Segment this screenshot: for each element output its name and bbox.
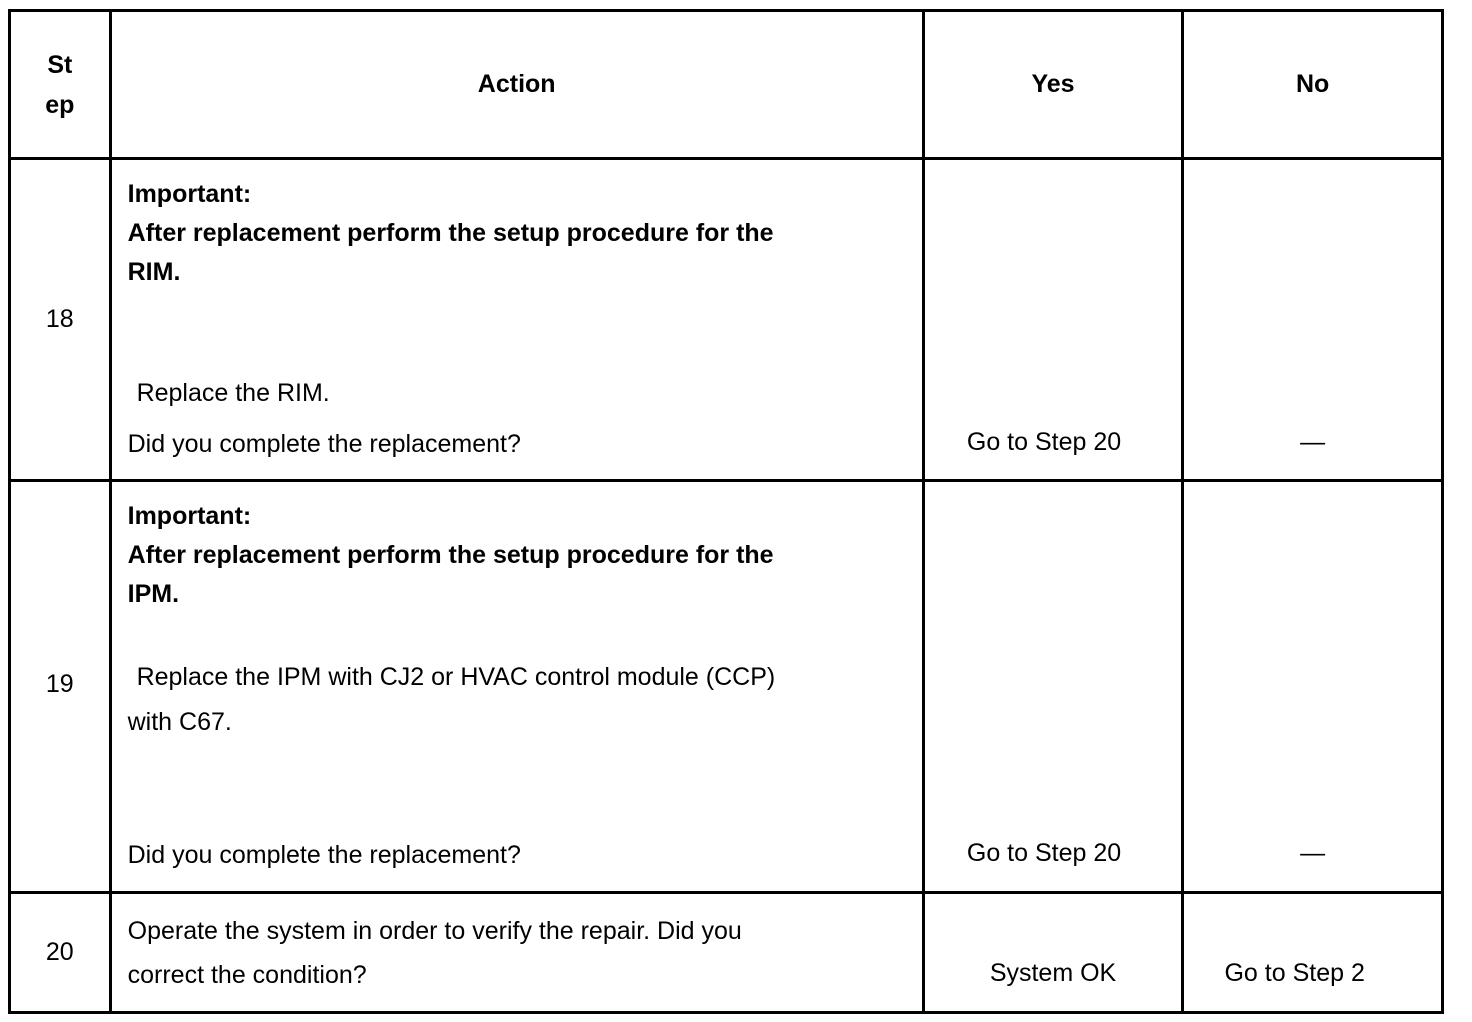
action-text: Replace the RIM. (129, 379, 330, 407)
header-no: No (1183, 11, 1443, 159)
action-cell (110, 481, 923, 893)
no-value: Go to Step 2 (1224, 959, 1365, 987)
header-action: Action (110, 11, 923, 159)
no-value: — (1300, 428, 1326, 456)
no-cell (1183, 159, 1443, 481)
table-row (10, 481, 1443, 893)
yes-value: Go to Step 20 (966, 428, 1122, 456)
important-text-line1: After replacement perform the setup procedure for the (127, 219, 774, 247)
header-step-line1: St (47, 50, 73, 79)
header-yes: Yes (923, 11, 1183, 159)
no-value: — (1300, 839, 1326, 867)
header-row (10, 11, 1443, 159)
important-label: Important: (127, 502, 252, 530)
question-text: Did you complete the replacement? (127, 841, 521, 869)
step-cell (10, 481, 111, 893)
action-text-line2: correct the condition? (127, 961, 367, 989)
important-text-line1: After replacement perform the setup procedure for the (127, 541, 774, 569)
action-text-line1: Operate the system in order to verify the repair. Did you (127, 917, 742, 945)
yes-value: Go to Step 20 (966, 839, 1122, 867)
yes-cell (923, 893, 1183, 1013)
step-number: 19 (45, 670, 74, 698)
important-text-line2: RIM. (127, 258, 181, 286)
step-number: 20 (45, 938, 74, 966)
action-text-line2: with C67. (127, 708, 232, 736)
header-step-line2: ep (45, 90, 75, 119)
action-cell (110, 159, 923, 481)
action-cell (110, 893, 923, 1013)
action-text-line1: Replace the IPM with CJ2 or HVAC control module (CCP) (129, 663, 776, 691)
yes-cell (923, 159, 1183, 481)
question-text: Did you complete the replacement? (127, 430, 521, 458)
header-step (10, 11, 111, 159)
important-label: Important: (127, 180, 252, 208)
table-row (10, 159, 1443, 481)
no-cell (1183, 893, 1443, 1013)
step-cell (10, 893, 111, 1013)
important-text-line2: IPM. (127, 580, 180, 608)
yes-cell (923, 481, 1183, 893)
yes-value: System OK (989, 959, 1117, 987)
no-cell (1183, 481, 1443, 893)
table-row (10, 893, 1443, 1013)
step-number: 18 (45, 305, 74, 333)
diagnostic-table (8, 9, 1444, 1014)
step-cell (10, 159, 111, 481)
